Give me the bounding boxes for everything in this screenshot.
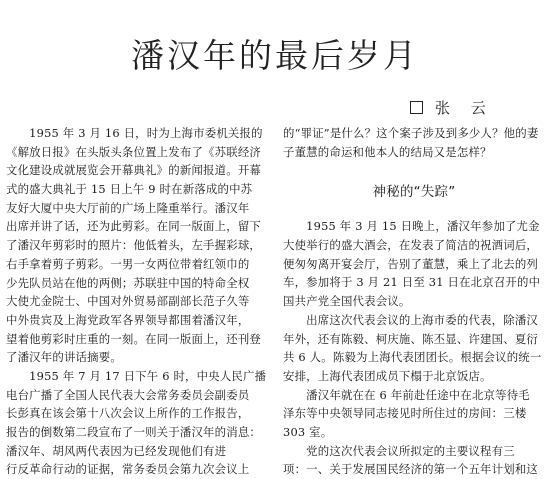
square-icon	[410, 101, 423, 114]
text-line: 式的盛大典礼于 15 日上午 9 时在新落成的中苏	[6, 182, 253, 197]
text-line: 《解放日报》在头版头条位置上发布了《苏联经济	[6, 144, 261, 159]
text-line: 大使尤金院士、中国对外贸易部副部长范子久等	[6, 294, 250, 309]
text-line: 共 6 人。陈毅为上海代表团团长。根据会议的统一	[283, 350, 542, 365]
text-line: 党的这次代表会议所拟定的主要议程有三	[283, 443, 515, 458]
text-line: 电台广播了全国人民代表大会常务委员会副委员	[6, 387, 250, 402]
text-line: 了潘汉年的讲话摘要。	[6, 350, 122, 365]
text-line: 长彭真在该会第十八次会议上所作的工作报告，	[6, 406, 250, 421]
text-line: 少先队员站在他的两侧；苏联驻中国的特命全权	[6, 275, 250, 290]
text-line: 报告的倒数第二段宣布了一则关于潘汉年的消息：	[6, 425, 261, 439]
section-heading: 神秘的“失踪”	[372, 184, 456, 201]
text-line: 大使举行的盛大酒会，在发表了简洁的祝酒词后，	[283, 238, 538, 253]
right-column	[283, 124, 545, 479]
text-line: 项：一、关于发展国民经济的第一个五年计划和这	[283, 462, 538, 477]
text-line: 安排，上海代表团成员下榻于北京饭店。	[283, 368, 492, 383]
text-line: 友好大厦中央大厅前的广场上隆重举行。潘汉年	[6, 200, 250, 215]
text-line: 子董慧的命运和他本人的结局又是怎样？	[283, 144, 492, 159]
author-byline	[410, 97, 494, 118]
text-line: 年外，还有陈毅、柯庆施、陈丕显、许建国、夏衍	[283, 331, 538, 346]
text-line: 中外贵宾及上海党政军各界领导都围着潘汉年，	[6, 312, 250, 327]
text-line: 的“罪证”是什么？这个案子涉及到多少人？他的妻	[283, 126, 539, 140]
text-line: 右手拿着剪子剪彩。一男一女两位带着红领巾的	[6, 256, 250, 271]
text-line: 303 室。	[283, 424, 333, 439]
text-line: 便匆匆离开宴会厅，告别了董慧，乘上了北去的列	[283, 256, 538, 271]
text-line: 1955 年 3 月 15 日晚上，潘汉年参加了尤金	[283, 219, 540, 234]
text-line: 潘汉年就在在 6 年前赴任途中在北京等待毛	[283, 387, 530, 402]
text-line: 出席并讲了话，还为此剪彩。在同一版面上，留下	[6, 219, 261, 234]
author-name: 张 云	[435, 99, 494, 117]
text-line: 1955 年 3 月 16 日，时为上海市委机关报的	[6, 126, 263, 140]
text-line: 1955 年 7 月 17 日下午 6 时，中央人民广播	[6, 368, 267, 383]
text-line: 望着他剪彩时庄重的一刻。在同一版面上，还刊登	[6, 331, 261, 346]
text-line: 国共产党全国代表会议。	[283, 294, 411, 309]
text-line: 泽东等中央领导同志接见时所住过的房间：三楼	[283, 406, 527, 421]
left-column	[6, 124, 270, 479]
text-line: 行反革命行动的证据，常务委员会第九次会议上	[6, 462, 250, 477]
article-title: 潘汉年的最后岁月	[131, 36, 419, 75]
text-line: 出席这次代表会议的上海市委的代表，除潘汉	[283, 312, 538, 327]
text-line: 了潘汉年剪彩时的照片：他低着头，左手握彩球，	[6, 238, 261, 253]
text-line: 文化建设成就展览会开幕典礼》的新闻报道。开幕	[6, 163, 261, 178]
text-line: 车，参加将于 3 月 21 日至 31 日在北京召开的中	[283, 275, 541, 290]
text-line: 潘汉年、胡风两代表因为已经发现他们有进	[6, 443, 227, 458]
